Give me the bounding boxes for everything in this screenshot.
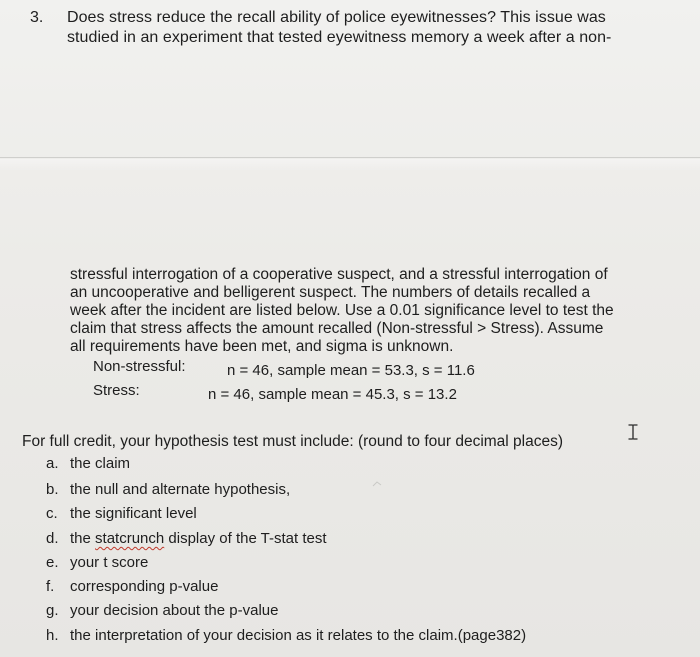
body-line-3: week after the incident are listed below. Use a 0.01 significance level to test the xyxy=(70,302,614,319)
requirement-item xyxy=(46,481,290,498)
requirement-item xyxy=(46,578,218,595)
body-line-5: all requirements have been met, and sigma is unknown. xyxy=(70,338,454,355)
requirement-letter: e. xyxy=(46,554,59,571)
question-line-2: studied in an experiment that tested eyewitness memory a week after a non- xyxy=(67,29,612,46)
requirement-text: the significant level xyxy=(70,505,197,522)
data-value-nonstressful: n = 46, sample mean = 53.3, s = 11.6 xyxy=(227,362,475,379)
body-line-1: stressful interrogation of a cooperative suspect, and a stressful interrogation of xyxy=(70,266,608,283)
page-divider-shadow xyxy=(0,159,700,171)
body-line-4: claim that stress affects the amount recalled (Non-stressful > Stress). Assume xyxy=(70,320,604,337)
page-divider xyxy=(0,157,700,158)
body-line-2: an uncooperative and belligerent suspect. The numbers of details recalled a xyxy=(70,284,591,301)
requirement-item xyxy=(46,602,278,619)
requirement-item xyxy=(46,455,130,472)
spellcheck-flagged-word[interactable]: statcrunch xyxy=(95,530,165,547)
text-cursor-icon xyxy=(627,424,639,440)
requirement-letter: h. xyxy=(46,627,59,644)
question-number: 3. xyxy=(30,9,44,26)
requirement-text: the interpretation of your decision as it relates to the claim.(page382) xyxy=(70,627,527,644)
requirement-item xyxy=(46,505,197,522)
requirement-text: the claim xyxy=(70,455,131,472)
requirement-text: your t score xyxy=(70,554,149,571)
requirement-text: corresponding p-value xyxy=(70,578,219,595)
data-label-stress: Stress: xyxy=(93,382,140,399)
requirement-text: your decision about the p-value xyxy=(70,602,279,619)
requirement-letter: b. xyxy=(46,481,59,498)
question-line-1: Does stress reduce the recall ability of police eyewitnesses? This issue was xyxy=(67,9,606,26)
requirement-letter: f. xyxy=(46,578,55,595)
requirement-item xyxy=(46,554,148,571)
requirement-letter: d. xyxy=(46,530,59,547)
requirement-text: the null and alternate hypothesis, xyxy=(70,481,291,498)
requirement-letter: a. xyxy=(46,455,59,472)
faint-mark-icon xyxy=(372,480,384,488)
requirement-text-before: the xyxy=(70,530,96,547)
requirement-item xyxy=(46,627,526,644)
requirement-item xyxy=(46,530,327,547)
requirement-letter: g. xyxy=(46,602,59,619)
data-value-stress: n = 46, sample mean = 45.3, s = 13.2 xyxy=(208,386,457,403)
data-label-nonstressful: Non-stressful: xyxy=(93,358,186,375)
requirement-letter: c. xyxy=(46,505,58,522)
requirements-intro: For full credit, your hypothesis test must include: (round to four decimal places) xyxy=(22,433,564,450)
requirement-text-after: display of the T-stat test xyxy=(164,530,327,547)
